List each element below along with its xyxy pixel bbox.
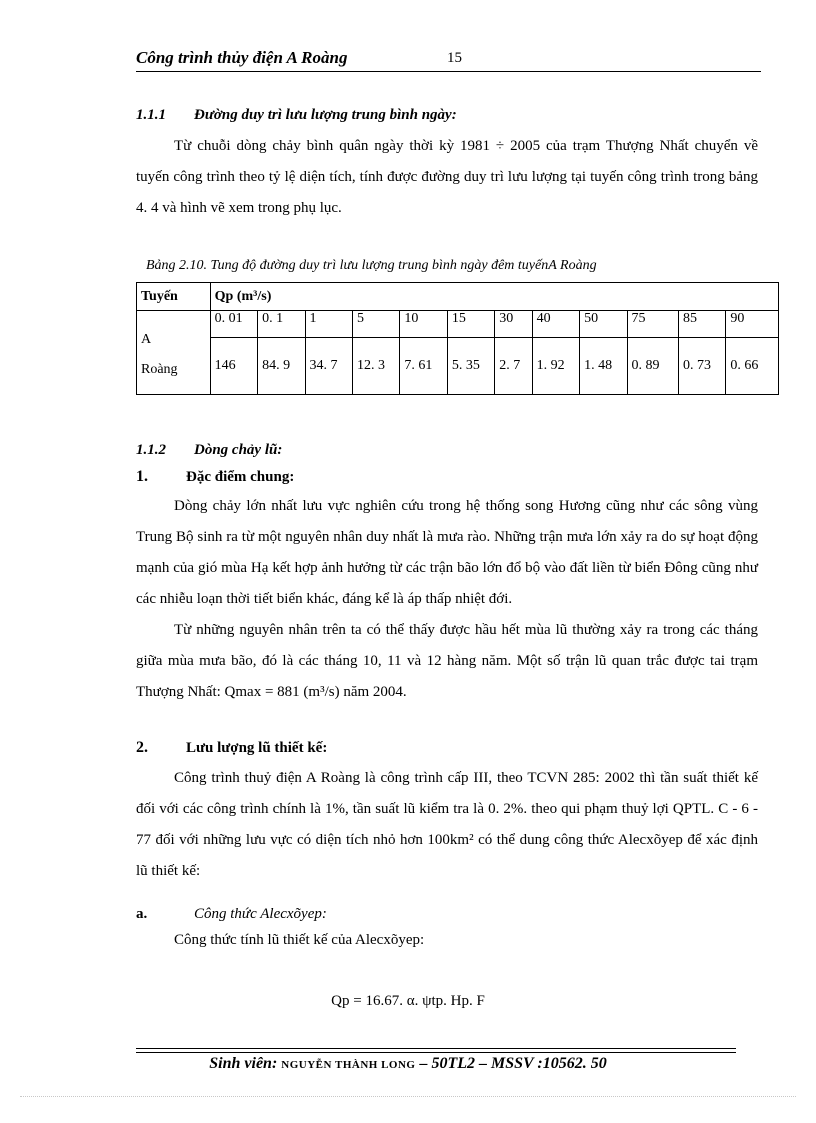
header-title: Công trình thủy điện A Roàng <box>136 48 348 67</box>
q-cell: 34. 7 <box>305 338 352 395</box>
p-cell: 10 <box>400 311 447 338</box>
q-cell: 0. 73 <box>678 338 725 395</box>
footer-rule <box>136 1048 736 1049</box>
subsection-number: 2. <box>136 739 148 756</box>
row-label-roang: Roàng <box>141 362 178 377</box>
header-rule <box>136 71 761 72</box>
footer-rest: – 50TL2 – MSSV :10562. 50 <box>415 1055 607 1072</box>
p-cell: 0. 01 <box>210 311 257 338</box>
flow-duration-table <box>136 282 779 395</box>
subsection-2-heading <box>136 739 327 757</box>
q-cell: 5. 35 <box>447 338 494 395</box>
subsection-title: Lưu lượng lũ thiết kế: <box>186 740 328 756</box>
q-cell: 0. 89 <box>627 338 678 395</box>
q-cell: 2. 7 <box>495 338 532 395</box>
subsection-1-body <box>136 491 758 708</box>
subsection-1-heading <box>136 468 294 486</box>
paragraph-text: Công trình thuỷ điện A Roàng là công trình cấp III, theo TCVN 285: 2002 thì tần suất thiết kế đối với các công trình chính là 1%, tần suất lũ kiểm tra là 0. 2%. theo qui phạm thuỷ lợi QPTL. C - 6 - 77 đối với những lưu vực có diện tích nhỏ hơn 100km² có thể dung công thức Alecxõyep để xác định lũ thiết kế: <box>136 770 758 879</box>
formula-intro: Công thức tính lũ thiết kế của Alecxõyep: <box>174 932 425 948</box>
q-cell: 84. 9 <box>258 338 305 395</box>
paragraph-text: Dòng chảy lớn nhất lưu vực nghiên cứu trong hệ thống song Hương cũng như các sông vùng Trung Bộ sinh ra từ một nguyên nhân duy nhất là mưa rào. Những trận mưa lớn xảy ra do sự hoạt động mạnh của gió mùa Hạ kết hợp ảnh hưởng từ các trận bão lớn đổ bộ vào đất liền từ biển Đông cũng như các nhiễu loạn thời tiết biển khác, đáng kể là áp thấp nhiệt đới. <box>136 498 758 607</box>
q-cell: 0. 66 <box>726 338 779 395</box>
q-cell: 7. 61 <box>400 338 447 395</box>
formula: Qp = 16.67. α. ψtp. Hp. F <box>331 993 485 1009</box>
p-cell: 85 <box>678 311 725 338</box>
table-caption: Bảng 2.10. Tung độ đường duy trì lưu lượng trung bình ngày đêm tuyếnA Roàng <box>146 258 597 273</box>
header-qp: Qp (m³/s) <box>210 283 778 311</box>
section-1-1-2-heading <box>136 442 282 459</box>
section-1-1-1-heading <box>136 107 457 124</box>
p-cell: 30 <box>495 311 532 338</box>
q-cell: 146 <box>210 338 257 395</box>
row-label-a: A <box>141 332 152 347</box>
p-cell: 90 <box>726 311 779 338</box>
q-cell: 12. 3 <box>352 338 399 395</box>
p-cell: 50 <box>580 311 627 338</box>
section-title: Đường duy trì lưu lượng trung bình ngày: <box>194 107 457 123</box>
p-cell: 40 <box>532 311 579 338</box>
paragraph-text: Từ chuỗi dòng chảy bình quân ngày thời kỳ 1981 ÷ 2005 của trạm Thượng Nhất chuyển về tuyến công trình theo tỷ lệ diện tích, tính được đường duy trì lưu lượng tại tuyến công trình trong bảng 4. 4 và hình vẽ xem trong phụ lục. <box>136 138 758 216</box>
p-cell: 1 <box>305 311 352 338</box>
footer-label: Sinh viên: <box>209 1055 278 1072</box>
footer-rule <box>136 1052 736 1053</box>
table-header-row <box>137 283 779 311</box>
p-cell: 75 <box>627 311 678 338</box>
section-number: 1.1.1 <box>136 107 166 123</box>
subsection-a-label: a. <box>136 906 148 922</box>
subsection-a-title: Công thức Alecxõyep: <box>194 906 327 922</box>
p-cell: 0. 1 <box>258 311 305 338</box>
table-p-row <box>137 311 779 338</box>
footer-name: NGUYỄN THÀNH LONG <box>281 1059 416 1071</box>
subsection-number: 1. <box>136 468 148 485</box>
section-number: 1.1.2 <box>136 442 166 458</box>
row-label-cell <box>137 311 211 395</box>
header-tuyen: Tuyến <box>137 283 211 311</box>
p-cell: 15 <box>447 311 494 338</box>
section-1-1-1-paragraph <box>136 131 758 224</box>
subsection-a-heading <box>136 906 327 923</box>
subsection-title: Đặc điểm chung: <box>186 469 295 485</box>
footer <box>0 1055 816 1073</box>
page-number: 15 <box>447 50 462 66</box>
q-cell: 1. 92 <box>532 338 579 395</box>
table-q-row <box>137 338 779 395</box>
q-cell: 1. 48 <box>580 338 627 395</box>
subsection-2-body <box>136 763 758 887</box>
page-edge-dotted-line <box>20 1096 796 1097</box>
section-title: Dòng chảy lũ: <box>194 442 283 458</box>
p-cell: 5 <box>352 311 399 338</box>
paragraph-text: Từ những nguyên nhân trên ta có thể thấy được hầu hết mùa lũ thường xảy ra trong các tháng giữa mùa mưa bão, đó là các tháng 10, 11 và 12 hàng năm. Một số trận lũ quan trắc được tai trạm Thượng Nhất: Qmax = 881 (m³/s) năm 2004. <box>136 622 758 700</box>
